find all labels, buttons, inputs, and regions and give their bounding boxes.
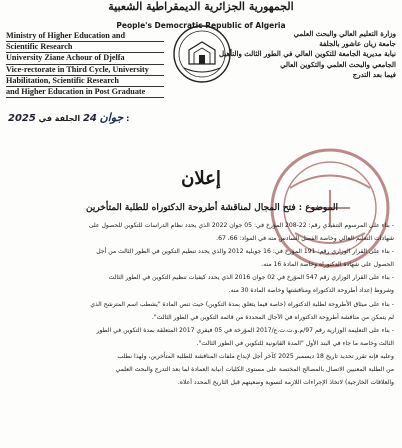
institution-line-ar: فيما بعد التدرج [352, 69, 396, 79]
body-line: وشروط إعداد أطروحة الدكتوراه ومناقشتها وخاصة المادة 30 منه. [228, 287, 394, 295]
republic-arabic: الجمهورية الجزائرية الديمقراطية الشعبية [108, 0, 294, 13]
institution-arabic [219, 29, 396, 80]
institution-line: and Higher Education in Post Graduate [6, 87, 164, 98]
subject-line: الموضوع : فتح المجال لمناقشة أطروحة الدكتوراه للطلبة المتأخرين [85, 203, 339, 213]
institution-line: Vice-rectorate in Third Cycle, University [6, 65, 164, 76]
document-date [8, 111, 129, 124]
institution-line-ar: نيابة مديرية الجامعة للتكوين العالي في الطور الثالث والتأهيل [219, 49, 396, 59]
institution-line: University Ziane Achour of Djelfa [6, 53, 164, 64]
date-month: جوان [99, 111, 124, 124]
body-line: - بناء على ميثاق الأطروحة لطلبة الدكتوراه (خاصة فيما يتعلق بمدة التكوين) حيث تنص المادة "يشطب اسم المترشح الذي [90, 300, 394, 308]
body-line: والعلاقات الخارجية) لاتخاذ الإجراءات اللازمة لتسوية وضعيتهم قبل التاريخ المحدد أعلاه. [177, 379, 394, 387]
republic-english: People's Democratic Republic of Algeria [116, 21, 286, 30]
body-line: من الطلبة المعنيين الاتصال بالمصالح المختصة على مستوى الكليات (نيابة العمادة لما بعد التدرج والبحث العلمي [115, 366, 394, 374]
page-title: إعلان [181, 168, 221, 189]
institution-english [6, 31, 164, 98]
body-line: شهادات التعليم العالي وخاصة الفصل السادس منه في المواد: 66، 67. [216, 235, 394, 243]
institution-line-ar: جامعة زيان عاشور بالجلفة [319, 39, 396, 49]
announcement-body [8, 219, 394, 389]
date-label: الجلفة في : [38, 114, 130, 123]
institution-line: Ministry of Higher Education and [6, 31, 164, 42]
body-line: - بناء على التعليمة الوزارية رقم 97/م.و.ت.ت.ع/2017 المؤرخة في 05 فيفري 2017 المتعلقة بمدة التكوين في الطور [96, 326, 394, 334]
body-line: - بناء على القرار الوزاري رقم 547 المؤرخ في 02 جوان 2016 الذي يحدد كيفيات تنظيم التكوين في الطور الثالث [108, 274, 394, 282]
institution-line: Scientific Research [6, 42, 164, 53]
body-line: - بناء على المرسوم التنفيذي رقم: 22-208 المؤرخ في: 05 جوان 2022 الذي يحدد نظام الدراسات للتكوين للحصول على [88, 222, 394, 229]
institution-line-ar: وزارة التعليم العالي والبحث العلمي [293, 29, 396, 38]
date-year: 2025 [8, 113, 36, 124]
body-line: الحصول على شهادة الدكتوراه وخاصة المادة 16 منه. [261, 261, 394, 269]
body-line: - بناء على القرار الوزاري رقم: 191 المؤرخ في: 16 جويلية 2012 والذي يحدد تنظيم التكوين في الطور الثالث من أجل [96, 248, 394, 256]
date-day: 24 [82, 113, 97, 124]
body-line: لم يتمكن من مناقشة أطروحة الدكتوراه في الآجال المحددة من قائمة التكوين في الطور الثالث". [151, 313, 394, 321]
body-line: وعليه فإنه تقرر تحديد تاريخ 18 ديسمبر 2025 كآخر أجل لإيداع ملفات المناقشة للطلبة المتأخرين، ولهذا نطلب [117, 352, 394, 360]
body-line: الثالث وخاصة ما جاء في البند الأول "المدة القانونية للتكوين في الطور الثالث". [196, 339, 394, 347]
institution-line: Habilitation, Scientific Research [6, 76, 164, 87]
institution-line-ar: الجامعي والبحث العلمي والتكوين العالي [280, 59, 396, 69]
